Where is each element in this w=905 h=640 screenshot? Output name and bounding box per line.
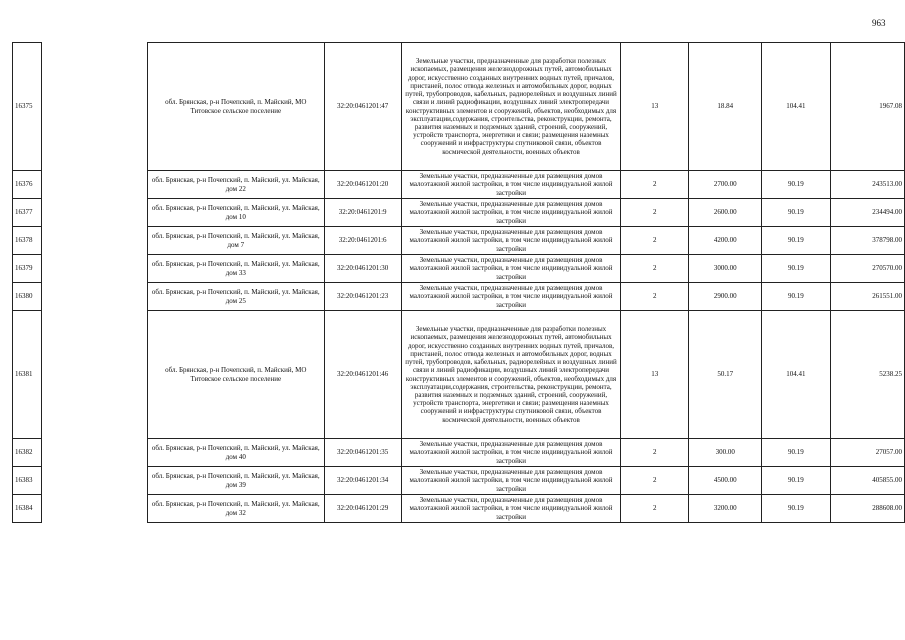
table-row — [13, 439, 42, 467]
area-cell: 3200.00 — [689, 495, 762, 523]
permitted-use-cell: Земельные участки, предназначенные для разработки полезных ископаемых, размещения железнодорожных путей, автомобильных дорог, искусственно созданных внутренних водных путей, причалов, пристаней, полос отвода железных и автомобильных дорог, водных путей, трубопроводов, кабельных, радиорелейных и воздушных линий связи и линий радиофикации, воздушных линий электропередачи конструктивных элементов и сооружений, объектов, необходимых для эксплуатации,содержания, строительства, реконструкции, ремонта, развития наземных и подземных зданий, строений, сооружений, устройств транспорта, энергетики и связи; размещения наземных сооружений и инфраструктуры спутниковой связи, объектов космической деятельности, военных объектов — [401, 43, 621, 171]
permitted-use-cell: Земельные участки, предназначенные для разработки полезных ископаемых, размещения железнодорожных путей, автомобильных дорог, искусственно созданных внутренних водных путей, причалов, пристаней, полос отвода железных и автомобильных дорог, водных путей, трубопроводов, кабельных, радиорелейных и воздушных линий связи и линий радиофикации, воздушных линий электропередачи конструктивных элементов и сооружений, объектов, необходимых для эксплуатации,содержания, строительства, реконструкции, ремонта, развития наземных и подземных зданий, строений, сооружений, устройств транспорта, энергетики и связи; размещения наземных сооружений и инфраструктуры спутниковой связи, объектов космической деятельности, военных объектов — [401, 311, 621, 439]
row-number-cell: 16383 — [13, 467, 42, 495]
category-code-cell: 2 — [621, 467, 689, 495]
area-cell: 2600.00 — [689, 199, 762, 227]
permitted-use-cell: Земельные участки, предназначенные для размещения домов малоэтажной жилой застройки, в том числе индивидуальной жилой застройки — [401, 467, 621, 495]
rate-cell: 90.19 — [762, 199, 830, 227]
row-number-cell: 16380 — [13, 283, 42, 311]
page-number: 963 — [872, 18, 886, 28]
permitted-use-cell: Земельные участки, предназначенные для размещения домов малоэтажной жилой застройки, в том числе индивидуальной жилой застройки — [401, 495, 621, 523]
area-cell: 2900.00 — [689, 283, 762, 311]
table-row — [13, 227, 42, 255]
row-number-cell: 16384 — [13, 495, 42, 523]
rate-cell: 90.19 — [762, 171, 830, 199]
table-row — [13, 43, 42, 171]
table-row — [13, 255, 42, 283]
cadastral-number-cell: 32:20:0461201:34 — [324, 467, 401, 495]
cadastral-value-cell: 270570.00 — [830, 255, 904, 283]
table-row — [148, 439, 905, 467]
category-code-cell: 2 — [621, 199, 689, 227]
table-row — [148, 311, 905, 439]
table-row — [13, 199, 42, 227]
row-number-cell: 16381 — [13, 311, 42, 439]
rate-cell: 90.19 — [762, 439, 830, 467]
permitted-use-cell: Земельные участки, предназначенные для размещения домов малоэтажной жилой застройки, в том числе индивидуальной жилой застройки — [401, 227, 621, 255]
cadastral-value-cell: 405855.00 — [830, 467, 904, 495]
table-row — [13, 467, 42, 495]
table-row — [148, 171, 905, 199]
permitted-use-cell: Земельные участки, предназначенные для размещения домов малоэтажной жилой застройки, в том числе индивидуальной жилой застройки — [401, 283, 621, 311]
cadastral-number-cell: 32:20:0461201:29 — [324, 495, 401, 523]
cadastral-number-cell: 32:20:0461201:46 — [324, 311, 401, 439]
permitted-use-cell: Земельные участки, предназначенные для размещения домов малоэтажной жилой застройки, в том числе индивидуальной жилой застройки — [401, 171, 621, 199]
cadastral-value-cell: 234494.00 — [830, 199, 904, 227]
address-cell: обл. Брянская, р-н Почепский, п. Майский, ул. Майская, дом 7 — [148, 227, 325, 255]
category-code-cell: 2 — [621, 495, 689, 523]
table-row — [13, 171, 42, 199]
cadastral-value-cell: 261551.00 — [830, 283, 904, 311]
category-code-cell: 2 — [621, 283, 689, 311]
address-cell: обл. Брянская, р-н Почепский, п. Майский, ул. Майская, дом 10 — [148, 199, 325, 227]
area-cell: 4500.00 — [689, 467, 762, 495]
category-code-cell: 2 — [621, 439, 689, 467]
row-number-cell: 16382 — [13, 439, 42, 467]
rate-cell: 90.19 — [762, 255, 830, 283]
table-row — [148, 495, 905, 523]
cadastral-value-cell: 288608.00 — [830, 495, 904, 523]
cadastral-number-cell: 32:20:0461201:20 — [324, 171, 401, 199]
permitted-use-cell: Земельные участки, предназначенные для размещения домов малоэтажной жилой застройки, в том числе индивидуальной жилой застройки — [401, 199, 621, 227]
cadastral-value-cell: 27057.00 — [830, 439, 904, 467]
rate-cell: 90.19 — [762, 227, 830, 255]
table-row — [148, 255, 905, 283]
category-code-cell: 2 — [621, 255, 689, 283]
address-cell: обл. Брянская, р-н Почепский, п. Майский, МО Титовское сельское поселение — [148, 43, 325, 171]
area-cell: 2700.00 — [689, 171, 762, 199]
land-registry-table — [147, 42, 905, 523]
area-cell: 3000.00 — [689, 255, 762, 283]
row-number-cell: 16379 — [13, 255, 42, 283]
cadastral-value-cell: 243513.00 — [830, 171, 904, 199]
table-row — [148, 199, 905, 227]
address-cell: обл. Брянская, р-н Почепский, п. Майский, ул. Майская, дом 39 — [148, 467, 325, 495]
address-cell: обл. Брянская, р-н Почепский, п. Майский, ул. Майская, дом 22 — [148, 171, 325, 199]
cadastral-number-cell: 32:20:0461201:30 — [324, 255, 401, 283]
table-row — [148, 283, 905, 311]
cadastral-number-cell: 32:20:0461201:35 — [324, 439, 401, 467]
table-row — [148, 43, 905, 171]
table-row — [13, 495, 42, 523]
cadastral-value-cell: 1967.08 — [830, 43, 904, 171]
cadastral-number-cell: 32:20:0461201:9 — [324, 199, 401, 227]
row-number-cell: 16378 — [13, 227, 42, 255]
row-number-cell: 16376 — [13, 171, 42, 199]
row-number-cell: 16375 — [13, 43, 42, 171]
rate-cell: 90.19 — [762, 495, 830, 523]
rate-cell: 104.41 — [762, 311, 830, 439]
cadastral-number-cell: 32:20:0461201:6 — [324, 227, 401, 255]
table-row — [13, 283, 42, 311]
category-code-cell: 13 — [621, 43, 689, 171]
area-cell: 300.00 — [689, 439, 762, 467]
address-cell: обл. Брянская, р-н Почепский, п. Майский, МО Титовское сельское поселение — [148, 311, 325, 439]
address-cell: обл. Брянская, р-н Почепский, п. Майский, ул. Майская, дом 40 — [148, 439, 325, 467]
area-cell: 4200.00 — [689, 227, 762, 255]
permitted-use-cell: Земельные участки, предназначенные для размещения домов малоэтажной жилой застройки, в том числе индивидуальной жилой застройки — [401, 439, 621, 467]
row-number-cell: 16377 — [13, 199, 42, 227]
area-cell: 18.84 — [689, 43, 762, 171]
table-row — [13, 311, 42, 439]
address-cell: обл. Брянская, р-н Почепский, п. Майский, ул. Майская, дом 33 — [148, 255, 325, 283]
cadastral-value-cell: 378798.00 — [830, 227, 904, 255]
rate-cell: 104.41 — [762, 43, 830, 171]
area-cell: 50.17 — [689, 311, 762, 439]
cadastral-number-cell: 32:20:0461201:47 — [324, 43, 401, 171]
permitted-use-cell: Земельные участки, предназначенные для размещения домов малоэтажной жилой застройки, в том числе индивидуальной жилой застройки — [401, 255, 621, 283]
category-code-cell: 2 — [621, 171, 689, 199]
cadastral-number-cell: 32:20:0461201:23 — [324, 283, 401, 311]
category-code-cell: 2 — [621, 227, 689, 255]
rate-cell: 90.19 — [762, 467, 830, 495]
address-cell: обл. Брянская, р-н Почепский, п. Майский, ул. Майская, дом 32 — [148, 495, 325, 523]
cadastral-value-cell: 5238.25 — [830, 311, 904, 439]
rate-cell: 90.19 — [762, 283, 830, 311]
table-row — [148, 467, 905, 495]
row-number-column — [12, 42, 42, 523]
category-code-cell: 13 — [621, 311, 689, 439]
address-cell: обл. Брянская, р-н Почепский, п. Майский, ул. Майская, дом 25 — [148, 283, 325, 311]
table-row — [148, 227, 905, 255]
